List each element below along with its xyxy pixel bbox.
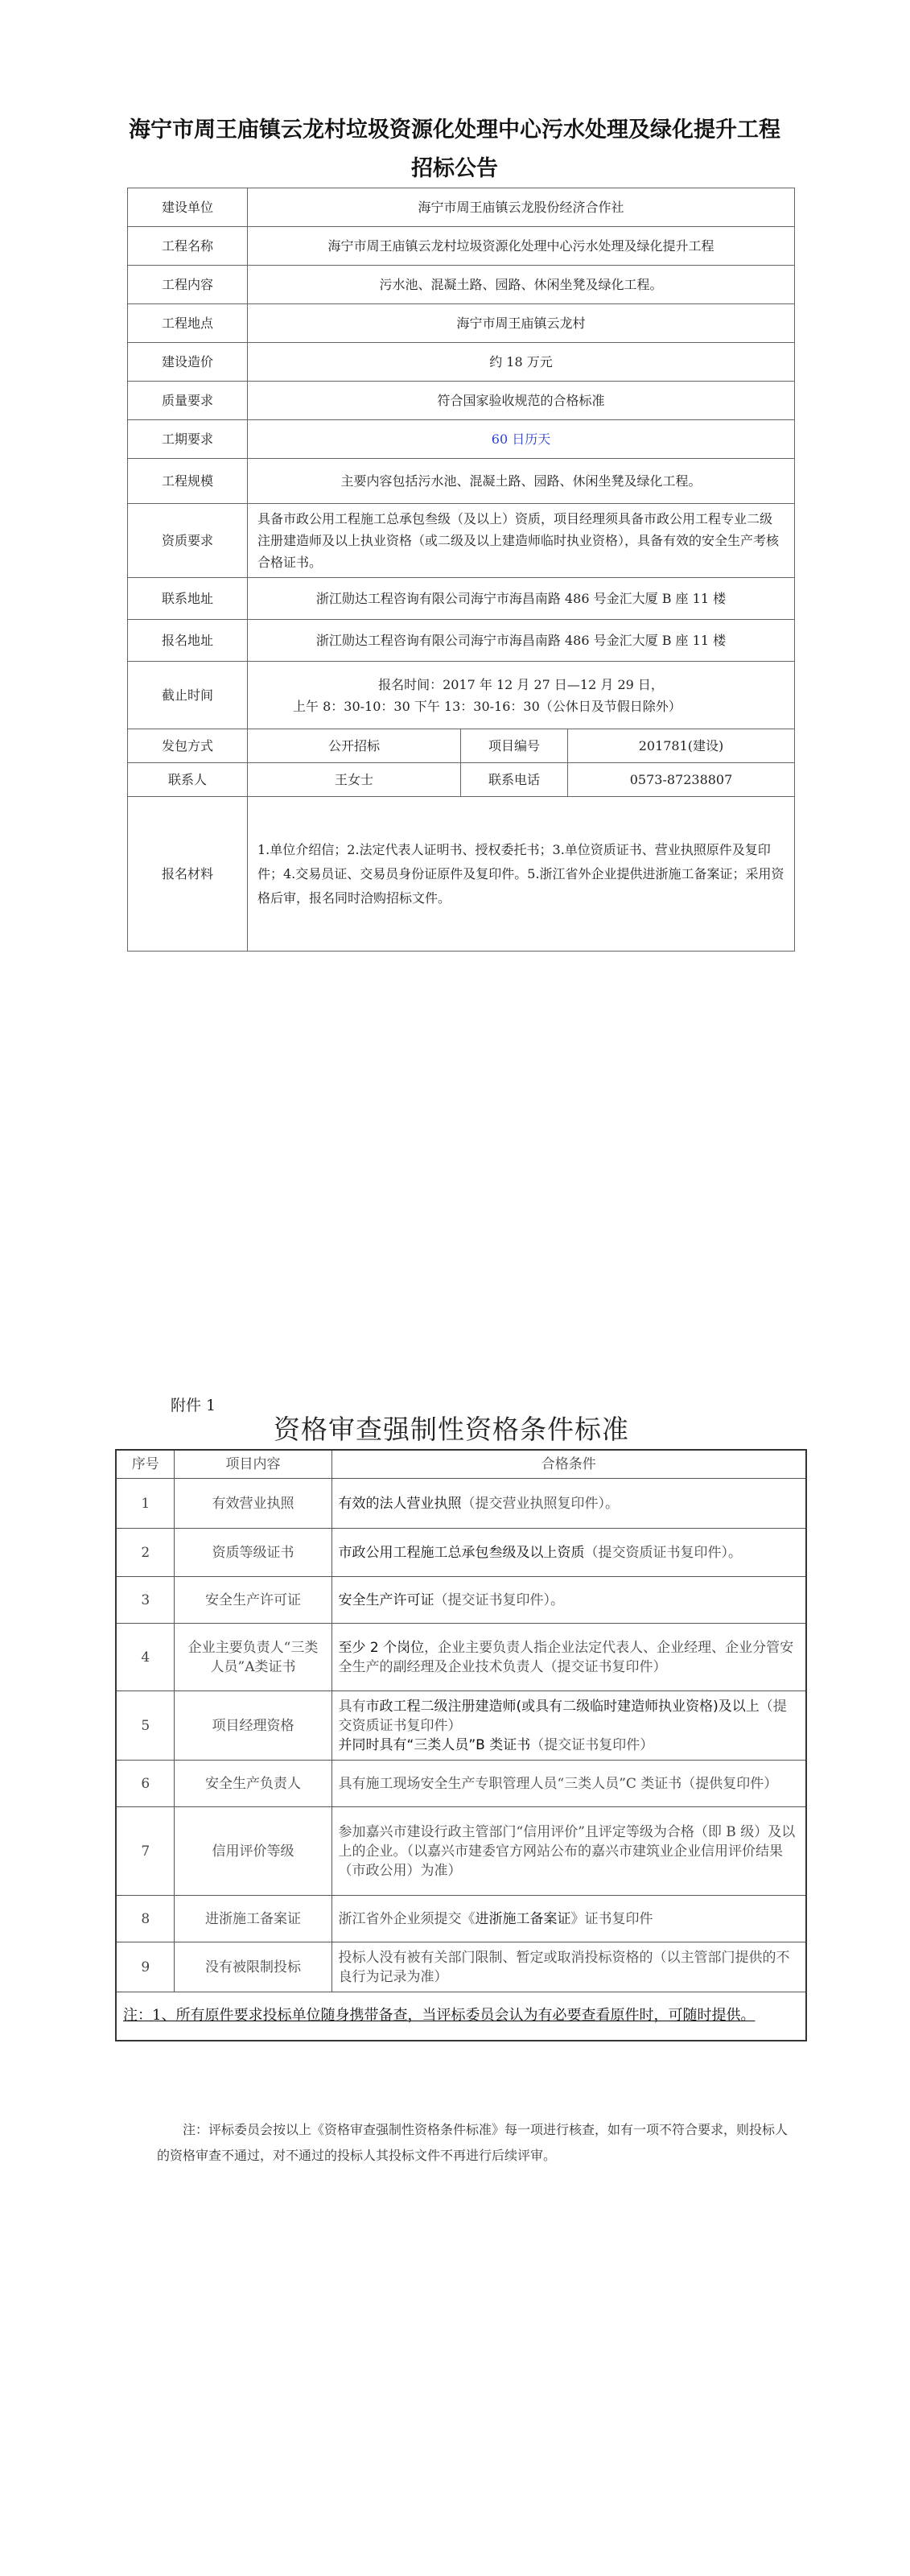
row-label: 工程内容 (128, 266, 248, 304)
condition-bold: 进浙施工备案证 (475, 1910, 571, 1927)
contact-person: 王女士 (248, 763, 461, 797)
row-number: 1 (116, 1479, 175, 1529)
column-header: 合格条件 (331, 1450, 806, 1479)
row-value: 符合国家验收规范的合格标准 (248, 382, 795, 420)
condition-bold: 并同时具有“三类人员”B 类证书 (338, 1736, 531, 1753)
row-number: 3 (116, 1577, 175, 1624)
condition-bold: 安全生产许可证 (338, 1591, 434, 1608)
condition-bold: 有效的法人营业执照 (338, 1495, 462, 1512)
row-value: 浙江勋达工程咨询有限公司海宁市海昌南路 486 号金汇大厦 B 座 11 楼 (248, 620, 795, 662)
row-label: 工程名称 (128, 227, 248, 266)
row-value: 60 日历天 (248, 420, 795, 459)
row-value: 海宁市周王庙镇云龙股份经济合作社 (248, 188, 795, 227)
condition-bold: 市政公用工程施工总承包叁级及以上资质 (338, 1544, 585, 1561)
table-row (128, 763, 795, 797)
table-row (128, 227, 795, 266)
row-label: 质量要求 (128, 382, 248, 420)
page-title: 海宁市周王庙镇云龙村垃圾资源化处理中心污水处理及绿化提升工程招标公告 (129, 118, 780, 181)
contract-method: 公开招标 (248, 729, 461, 763)
table-row (128, 343, 795, 382)
table-header-row (116, 1450, 806, 1479)
row-item: 没有被限制投标 (175, 1942, 331, 1992)
row-label: 发包方式 (128, 729, 248, 763)
table-row (128, 729, 795, 763)
condition-bold: 市政工程二级注册建造师(或具有二级临时建造师执业资格)及以上 (365, 1698, 760, 1715)
condition-text: （提交资质证书复印件）。 (584, 1544, 743, 1561)
row-condition (331, 1479, 806, 1529)
row-condition: 投标人没有被有关部门限制、暂定或取消投标资格的（以主管部门提供的不良行为记录为准） (331, 1942, 806, 1992)
row-label: 报名地址 (128, 620, 248, 662)
row-label: 联系地址 (128, 578, 248, 620)
deadline-line2: 上午 8：30-10：30 下午 13：30-16：30（公休日及节假日除外） (293, 698, 681, 714)
row-number: 6 (116, 1761, 175, 1807)
table-row (128, 459, 795, 504)
row-label: 联系人 (128, 763, 248, 797)
table-row (116, 1624, 806, 1691)
footnote: 注：评标委员会按以上《资格审查强制性资格条件标准》每一项进行核查，如有一项不符合要求，则投标人的资格审查不通过，对不通过的投标人其投标文件不再进行后续评审。 (157, 2122, 789, 2163)
column-header: 项目内容 (175, 1450, 331, 1479)
row-item: 进浙施工备案证 (175, 1896, 331, 1942)
condition-text: 》证书复印件 (570, 1910, 653, 1927)
attachment-title: 资格审查强制性资格条件标准 (274, 1414, 629, 1445)
table-row (128, 188, 795, 227)
row-label: 工程规模 (128, 459, 248, 504)
row-value: 海宁市周王庙镇云龙村 (248, 304, 795, 343)
table-row (116, 1479, 806, 1529)
project-code-label: 项目编号 (461, 729, 568, 763)
row-item: 资质等级证书 (175, 1529, 331, 1577)
phone-label: 联系电话 (461, 763, 568, 797)
row-label: 截止时间 (128, 662, 248, 729)
row-value: 约 18 万元 (248, 343, 795, 382)
row-condition (331, 1529, 806, 1577)
tender-info-table (127, 188, 795, 952)
table-row (128, 304, 795, 343)
requirements-table (115, 1449, 807, 2041)
row-label: 资质要求 (128, 504, 248, 578)
deadline-value (248, 662, 795, 729)
row-number: 7 (116, 1807, 175, 1896)
row-label: 工期要求 (128, 420, 248, 459)
table-row (128, 578, 795, 620)
condition-text: 具有 (338, 1698, 366, 1715)
row-condition (331, 1691, 806, 1761)
row-condition (331, 1577, 806, 1624)
table-row (128, 620, 795, 662)
table-row (128, 504, 795, 578)
row-value: 主要内容包括污水池、混凝土路、园路、休闲坐凳及绿化工程。 (248, 459, 795, 504)
table-note: 注：1、所有原件要求投标单位随身携带备查，当评标委员会认为有必要查看原件时，可随时提供。 (116, 1992, 806, 2041)
table-row (116, 1992, 806, 2041)
row-value: 污水池、混凝土路、园路、休闲坐凳及绿化工程。 (248, 266, 795, 304)
deadline-line1: 报名时间：2017 年 12 月 27 日—12 月 29 日， (378, 676, 664, 692)
row-number: 8 (116, 1896, 175, 1942)
row-condition (331, 1624, 806, 1691)
table-row (116, 1807, 806, 1896)
table-row (116, 1529, 806, 1577)
row-item: 安全生产负责人 (175, 1761, 331, 1807)
row-item: 有效营业执照 (175, 1479, 331, 1529)
row-label: 工程地点 (128, 304, 248, 343)
row-item: 企业主要负责人“三类人员”A类证书 (175, 1624, 331, 1691)
table-row (116, 1761, 806, 1807)
row-number: 4 (116, 1624, 175, 1691)
row-value: 海宁市周王庙镇云龙村垃圾资源化处理中心污水处理及绿化提升工程 (248, 227, 795, 266)
row-number: 5 (116, 1691, 175, 1761)
condition-text: 浙江省外企业须提交《 (338, 1910, 476, 1927)
condition-text: （提交营业执照复印件）。 (461, 1495, 620, 1512)
materials-value: 1.单位介绍信；2.法定代表人证明书、授权委托书；3.单位资质证书、营业执照原件及复印件；4.交易员证、交易员身份证原件及复印件。5.浙江省外企业提供进浙施工备案证；采用资格后审，报名同时洽购招标文件。 (248, 797, 795, 952)
phone-number: 0573-87238807 (568, 763, 795, 797)
row-item: 项目经理资格 (175, 1691, 331, 1761)
table-row (116, 1896, 806, 1942)
table-row (116, 1942, 806, 1992)
table-row (128, 662, 795, 729)
row-value: 浙江勋达工程咨询有限公司海宁市海昌南路 486 号金汇大厦 B 座 11 楼 (248, 578, 795, 620)
condition-text: （提交资质证书复印件） (338, 1698, 787, 1734)
row-value: 具备市政公用工程施工总承包叁级（及以上）资质，项目经理须具备市政公用工程专业二级注册建造师及以上执业资格（或二级及以上建造师临时执业资格），具备有效的安全生产考核合格证书。 (248, 504, 795, 578)
condition-text: ，企业主要负责人指企业法定代表人、企业经理、企业分管安全生产的副经理及企业技术负责人（提交证书复印件） (338, 1639, 794, 1675)
condition-bold: 至少 2 个岗位 (338, 1639, 425, 1656)
table-row (128, 797, 795, 952)
table-row (116, 1691, 806, 1761)
condition-text: （提交证书复印件）。 (434, 1591, 565, 1608)
row-label: 建设造价 (128, 343, 248, 382)
row-label: 建设单位 (128, 188, 248, 227)
row-number: 2 (116, 1529, 175, 1577)
row-item: 信用评价等级 (175, 1807, 331, 1896)
row-condition (331, 1896, 806, 1942)
row-condition: 参加嘉兴市建设行政主管部门“信用评价”且评定等级为合格（即 B 级）及以上的企业。（以嘉兴市建委官方网站公布的嘉兴市建筑业企业信用评价结果（市政公用）为准） (331, 1807, 806, 1896)
attachment-label: 附件 1 (171, 1397, 216, 1414)
row-label: 报名材料 (128, 797, 248, 952)
table-row (128, 382, 795, 420)
table-row (128, 266, 795, 304)
table-row (128, 420, 795, 459)
project-code: 201781(建设) (568, 729, 795, 763)
column-header: 序号 (116, 1450, 175, 1479)
row-condition: 具有施工现场安全生产专职管理人员“三类人员”C 类证书（提供复印件） (331, 1761, 806, 1807)
table-row (116, 1577, 806, 1624)
condition-text: （提交证书复印件） (530, 1736, 654, 1753)
row-item: 安全生产许可证 (175, 1577, 331, 1624)
row-number: 9 (116, 1942, 175, 1992)
